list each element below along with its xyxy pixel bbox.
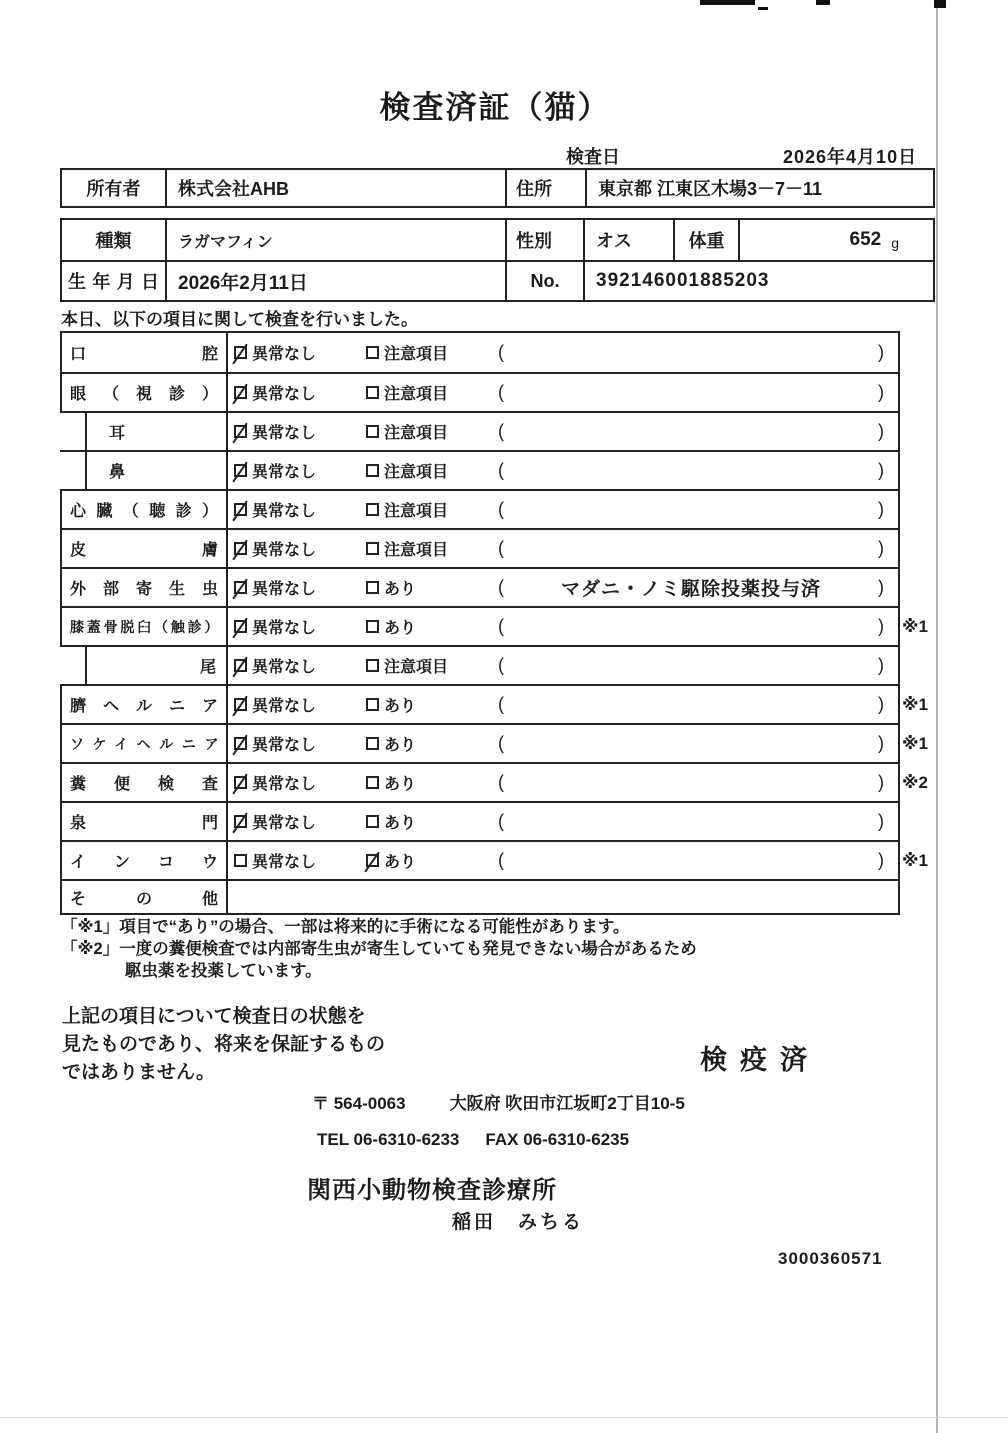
option-normal — [228, 413, 360, 450]
weight-cell — [740, 220, 933, 260]
checkbox-mark — [234, 386, 247, 399]
option-label: あり — [384, 698, 417, 715]
inspection-row-heart — [60, 489, 898, 528]
paren-open: ( — [498, 538, 504, 558]
paren-close: ) — [878, 460, 884, 480]
checkbox-mark — [234, 698, 247, 711]
quarantine-stamp: 検疫済 — [700, 1045, 820, 1075]
option-label: 異常なし — [252, 542, 317, 559]
option-attention — [360, 333, 490, 372]
inspection-date-label: 検査日 — [566, 147, 620, 167]
paren-open: ( — [498, 460, 504, 480]
item-label: ソケイヘルニア — [60, 725, 228, 762]
checkbox-mark — [234, 425, 247, 438]
remarks-text: マダニ・ノミ駆除投薬投与済 — [560, 579, 821, 600]
option-label: あり — [384, 737, 417, 754]
item-label: 泉門 — [60, 803, 228, 840]
checkbox-mark — [234, 659, 247, 672]
option-label: 注意項目 — [384, 464, 449, 481]
inspection-row-mouth — [60, 333, 898, 372]
option-normal — [228, 569, 360, 606]
option-label: あり — [384, 620, 417, 637]
inspection-row-inkou — [60, 840, 928, 879]
inspection-row-patella — [60, 606, 928, 645]
intro-sentence: 本日、以下の項目に関して検査を行いました。 — [61, 310, 418, 329]
paren-close: ) — [878, 811, 884, 831]
page-title: 検査済証（猫） — [379, 90, 611, 125]
checkbox-mark — [234, 542, 247, 555]
item-label: 膝蓋骨脱臼（触診） — [60, 608, 228, 645]
option-normal — [228, 491, 360, 528]
option-present — [360, 608, 490, 645]
breed-label: 種類 — [62, 220, 167, 260]
note-mark: ※1 — [902, 851, 928, 870]
option-label: 注意項目 — [384, 503, 449, 520]
checkbox-mark — [366, 346, 379, 359]
pet-table — [60, 218, 935, 302]
checkbox-mark — [366, 581, 379, 594]
address-value: 東京都 江東区木場3－7－11 — [598, 179, 823, 199]
clinic-name: 関西小動物検査診療所 — [307, 1177, 557, 1204]
paren-open: ( — [498, 499, 504, 519]
veterinarian-name: 稲田 みちる — [452, 1212, 585, 1233]
option-normal — [228, 686, 360, 723]
checkbox-mark — [234, 503, 247, 516]
option-attention — [360, 491, 490, 528]
remarks-field — [490, 647, 898, 684]
remarks-field — [490, 686, 898, 723]
option-normal — [228, 374, 360, 411]
inspection-row-fecal-exam — [60, 762, 928, 801]
option-present — [360, 764, 490, 801]
owner-table — [60, 168, 935, 208]
weight-unit: g — [891, 235, 899, 251]
option-present — [360, 686, 490, 723]
option-normal — [228, 725, 360, 762]
footnote-2-cont: 駆虫薬を投薬しています。 — [125, 962, 322, 980]
item-label: 口腔 — [60, 333, 228, 372]
checkbox-mark — [366, 542, 379, 555]
breed-value: ラガマフィン — [167, 220, 507, 260]
item-label: インコウ — [60, 842, 228, 879]
paren-open: ( — [498, 421, 504, 441]
no-value: 392146001885203 — [596, 270, 770, 291]
clinic-tel: TEL 06-6310-6233 — [317, 1130, 460, 1149]
checkbox-mark — [366, 386, 379, 399]
option-label: 異常なし — [252, 386, 317, 403]
option-label: あり — [384, 815, 417, 832]
option-label: 異常なし — [252, 464, 317, 481]
option-label: 異常なし — [252, 698, 317, 715]
checkbox-mark — [366, 464, 379, 477]
inspection-table — [60, 331, 928, 915]
item-label: 尾 — [85, 647, 228, 684]
scan-artifact-mark — [700, 0, 755, 5]
paren-close: ) — [878, 655, 884, 675]
footnotes — [61, 916, 697, 982]
option-label: 異常なし — [252, 776, 317, 793]
paren-close: ) — [878, 577, 884, 597]
option-attention — [360, 452, 490, 489]
inspection-row-eyes — [60, 372, 898, 411]
paren-open: ( — [498, 733, 504, 753]
scan-artifact-mark — [758, 7, 768, 10]
option-normal — [228, 803, 360, 840]
paren-close: ) — [878, 694, 884, 714]
pet-row-1 — [62, 220, 933, 260]
checkbox-mark — [234, 581, 247, 594]
checkbox-mark — [234, 464, 247, 477]
address-label: 住所 — [507, 170, 587, 206]
clinic-postal-row — [312, 1089, 685, 1114]
inspection-row-ears — [60, 411, 898, 450]
paren-close: ) — [878, 733, 884, 753]
note-mark: ※1 — [902, 695, 928, 714]
option-normal — [228, 452, 360, 489]
option-label: 異常なし — [252, 620, 317, 637]
item-label: その他 — [60, 881, 228, 913]
inspection-row-other — [60, 879, 898, 913]
option-label: 異常なし — [252, 854, 317, 871]
option-label: 異常なし — [252, 503, 317, 520]
remarks-field — [490, 530, 898, 567]
option-normal — [228, 530, 360, 567]
item-label: 眼（視診） — [60, 374, 228, 411]
option-attention — [360, 374, 490, 411]
paren-open: ( — [498, 694, 504, 714]
paren-close: ) — [878, 850, 884, 870]
inspection-row-skin — [60, 528, 898, 567]
remarks-field — [490, 803, 898, 840]
paren-close: ) — [878, 616, 884, 636]
paren-close: ) — [878, 342, 884, 362]
paren-close: ) — [878, 499, 884, 519]
remarks-field — [490, 452, 898, 489]
checkbox-mark — [366, 815, 379, 828]
checkbox-mark — [234, 776, 247, 789]
owner-value: 株式会社AHB — [167, 170, 507, 206]
option-normal — [228, 608, 360, 645]
item-label: 鼻 — [85, 452, 228, 489]
option-normal — [228, 842, 360, 879]
footnote-2: 「※2」一度の糞便検査では内部寄生虫が寄生していても発見できない場合があるため — [61, 940, 697, 958]
item-label: 皮膚 — [60, 530, 228, 567]
remarks-field — [490, 569, 898, 606]
paren-close: ) — [878, 772, 884, 792]
option-present — [360, 803, 490, 840]
inspection-row-fontanelle — [60, 801, 898, 840]
checkbox-mark — [366, 425, 379, 438]
scan-artifact-mark — [934, 0, 946, 8]
option-label: 注意項目 — [384, 386, 449, 403]
paren-open: ( — [498, 655, 504, 675]
option-label: 異常なし — [252, 425, 317, 442]
option-normal — [228, 764, 360, 801]
checkbox-mark — [366, 737, 379, 750]
remarks-field — [490, 374, 898, 411]
option-label: 異常なし — [252, 659, 317, 676]
remarks-field — [228, 881, 898, 913]
item-label: 心臓（聴診） — [60, 491, 228, 528]
inspection-row-inguinal-hernia — [60, 723, 928, 762]
option-present — [360, 725, 490, 762]
option-label: 異常なし — [252, 815, 317, 832]
remarks-field — [490, 413, 898, 450]
paren-open: ( — [498, 811, 504, 831]
option-label: 注意項目 — [384, 346, 449, 363]
option-label: 異常なし — [252, 737, 317, 754]
inspection-row-tail — [60, 645, 898, 684]
pet-row-2 — [62, 260, 933, 300]
note-mark: ※2 — [902, 773, 928, 792]
checkbox-mark — [366, 698, 379, 711]
weight-label: 体重 — [675, 220, 740, 260]
disclaimer-line: 見たものであり、将来を保証するもの — [62, 1034, 386, 1055]
owner-row — [62, 170, 933, 206]
scan-artifact-mark — [816, 0, 830, 5]
checkbox-mark — [234, 854, 247, 867]
inspection-row-umbilical-hernia — [60, 684, 928, 723]
option-label: あり — [384, 581, 417, 598]
inspection-row-parasites — [60, 567, 898, 606]
remarks-field — [490, 764, 898, 801]
checkbox-mark — [234, 346, 247, 359]
birth-label: 生年月日 — [62, 262, 167, 300]
checkbox-mark — [366, 854, 379, 867]
checkbox-mark — [366, 659, 379, 672]
option-label: あり — [384, 854, 417, 871]
note-mark: ※1 — [902, 734, 928, 753]
item-label: 耳 — [85, 413, 228, 450]
remarks-field — [490, 333, 898, 372]
option-attention — [360, 530, 490, 567]
weight-value: 652 — [849, 229, 882, 250]
inspection-date-value: 2026年4月10日 — [783, 147, 918, 167]
birth-value: 2026年2月11日 — [167, 262, 507, 300]
inspection-row-nose — [60, 450, 898, 489]
owner-label: 所有者 — [62, 170, 167, 206]
scan-artifact-line — [0, 1417, 1008, 1418]
item-label: 外部寄生虫 — [60, 569, 228, 606]
option-label: 異常なし — [252, 346, 317, 363]
paren-open: ( — [498, 616, 504, 636]
paren-close: ) — [878, 382, 884, 402]
paren-close: ) — [878, 538, 884, 558]
paren-open: ( — [498, 577, 504, 597]
option-label: 注意項目 — [384, 542, 449, 559]
option-label: 注意項目 — [384, 659, 449, 676]
clinic-address: 大阪府 吹田市江坂町2丁目10-5 — [449, 1094, 685, 1113]
option-normal — [228, 647, 360, 684]
disclaimer — [62, 1003, 385, 1087]
checkbox-mark — [234, 620, 247, 633]
checkbox-mark — [234, 737, 247, 750]
item-label: 糞便検査 — [60, 764, 228, 801]
checkbox-mark — [234, 815, 247, 828]
scan-artifact-line — [936, 0, 938, 1433]
option-normal — [228, 333, 360, 372]
disclaimer-line: ではありません。 — [62, 1062, 216, 1083]
checkbox-mark — [366, 620, 379, 633]
option-present — [360, 569, 490, 606]
remarks-field — [490, 725, 898, 762]
paren-open: ( — [498, 342, 504, 362]
paren-close: ) — [878, 421, 884, 441]
checkbox-mark — [366, 503, 379, 516]
option-attention — [360, 647, 490, 684]
option-label: 異常なし — [252, 581, 317, 598]
option-attention — [360, 413, 490, 450]
checkbox-mark — [366, 776, 379, 789]
remarks-field — [490, 608, 898, 645]
clinic-tel-row — [317, 1130, 629, 1150]
item-label: 臍ヘルニア — [60, 686, 228, 723]
sex-label: 性別 — [507, 220, 585, 260]
serial-number: 3000360571 — [778, 1249, 883, 1268]
option-label: あり — [384, 776, 417, 793]
option-present — [360, 842, 490, 879]
sex-value: オス — [585, 220, 675, 260]
footnote-1: 「※1」項目で“あり”の場合、一部は将来的に手術になる可能性があります。 — [61, 918, 630, 936]
note-mark: ※1 — [902, 617, 928, 636]
paren-open: ( — [498, 382, 504, 402]
remarks-field — [490, 842, 898, 879]
remarks-field — [490, 491, 898, 528]
option-label: 注意項目 — [384, 425, 449, 442]
paren-open: ( — [498, 772, 504, 792]
no-label: No. — [507, 262, 585, 300]
paren-open: ( — [498, 850, 504, 870]
disclaimer-line: 上記の項目について検査日の状態を — [62, 1006, 366, 1027]
clinic-fax: FAX 06-6310-6235 — [485, 1130, 630, 1149]
postal-code: 〒 564-0063 — [312, 1094, 406, 1113]
